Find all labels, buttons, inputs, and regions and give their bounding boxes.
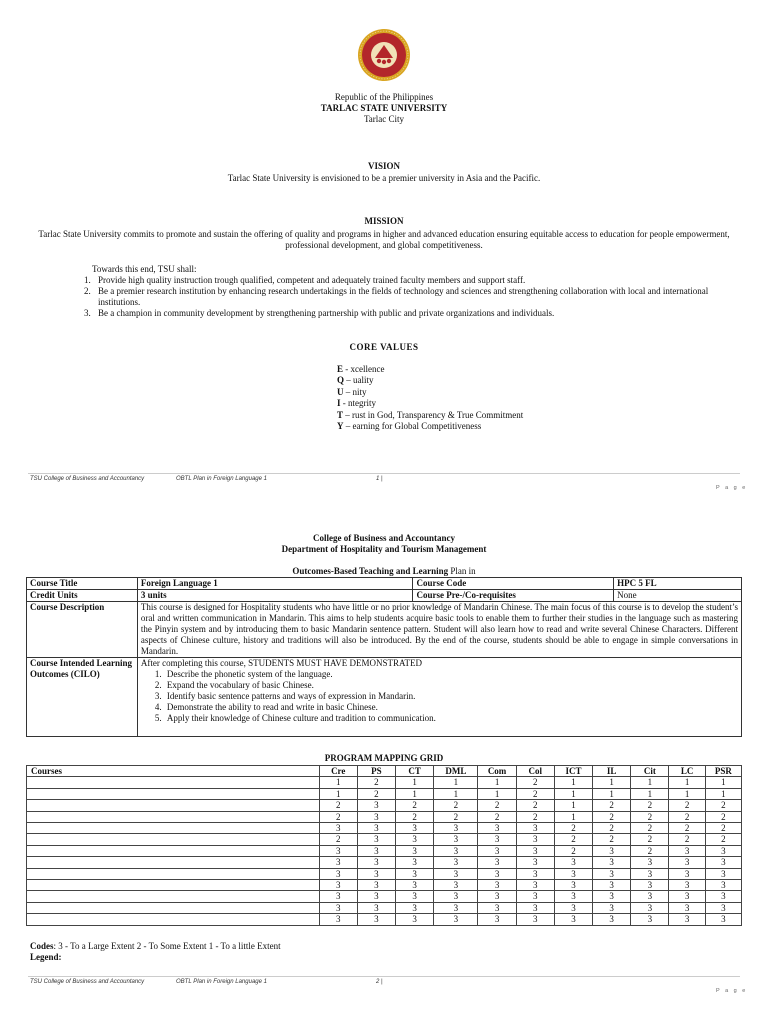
mapping-course-cell xyxy=(27,891,320,902)
mapping-cell: 3 xyxy=(396,902,434,913)
mapping-cell: 3 xyxy=(593,868,631,879)
course-description-value: This course is designed for Hospitality students who have little or no prior knowledge of Mandarin Chinese. The main focus of this course is to develop the student’s oral and written communication in Mandarin. This aims to help students acquire basic tools to enable them to further their studies in the language such as mastering the Pinyin system and by introducing them to basic Mandarin sentence pattern. Student will also learn how to read and write several Chinese Characters. Different aspects of Chinese culture, history and traditions will also be introduced. By the end of the course, students should be able to engage in simple conversations in Mandarin. xyxy=(137,602,741,658)
mapping-row xyxy=(27,868,742,879)
mapping-cell: 3 xyxy=(434,834,478,845)
mapping-cell: 3 xyxy=(319,857,357,868)
mission-text: Tarlac State University commits to promote and sustain the offering of quality and programs in higher and advanced education ensuring equitable access to education for people empowerment, professional development, and global competitiveness. xyxy=(38,229,730,250)
footer-doc: OBTL Plan in Foreign Language 1 xyxy=(176,979,267,985)
mission-intro: Towards this end, TSU shall: xyxy=(92,264,197,274)
course-title-value: Foreign Language 1 xyxy=(137,578,413,590)
mapping-cell: 2 xyxy=(669,811,705,822)
mapping-header-cell: ICT xyxy=(554,766,592,777)
mapping-cell: 3 xyxy=(554,857,592,868)
mapping-cell: 3 xyxy=(554,880,592,891)
mapping-row xyxy=(27,788,742,799)
mapping-cell: 2 xyxy=(396,811,434,822)
mapping-cell: 2 xyxy=(669,823,705,834)
mapping-cell: 2 xyxy=(593,823,631,834)
mapping-cell: 3 xyxy=(319,891,357,902)
mapping-row xyxy=(27,914,742,925)
course-description-label: Course Description xyxy=(27,602,138,658)
core-value-item: E - xcellence xyxy=(337,364,385,374)
mapping-row xyxy=(27,880,742,891)
footer-doc: OBTL Plan in Foreign Language 1 xyxy=(176,476,267,482)
mapping-cell: 3 xyxy=(593,914,631,925)
mapping-header-cell: Com xyxy=(478,766,516,777)
mapping-course-cell xyxy=(27,777,320,788)
mapping-cell: 2 xyxy=(631,811,669,822)
mapping-cell: 3 xyxy=(593,902,631,913)
mapping-cell: 3 xyxy=(516,845,554,856)
mapping-cell: 1 xyxy=(554,788,592,799)
mapping-cell: 2 xyxy=(554,845,592,856)
mapping-cell: 3 xyxy=(396,857,434,868)
mapping-cell: 3 xyxy=(434,868,478,879)
mapping-cell: 3 xyxy=(669,902,705,913)
footer-page-label: P a g e xyxy=(716,988,748,994)
mapping-cell: 1 xyxy=(434,777,478,788)
mapping-cell: 3 xyxy=(593,880,631,891)
mapping-row xyxy=(27,811,742,822)
footer-page-label: P a g e xyxy=(716,485,748,491)
mapping-cell: 1 xyxy=(705,777,741,788)
vision-text: Tarlac State University is envisioned to be a premier university in Asia and the Pacific. xyxy=(227,173,541,183)
mapping-cell: 2 xyxy=(319,800,357,811)
mapping-cell: 3 xyxy=(434,914,478,925)
course-title-row xyxy=(27,578,742,590)
mapping-course-cell xyxy=(27,845,320,856)
mapping-grid-title: PROGRAM MAPPING GRID xyxy=(324,753,444,763)
mapping-cell: 3 xyxy=(554,868,592,879)
vision-heading: VISION xyxy=(367,161,400,171)
mapping-header-cell: IL xyxy=(593,766,631,777)
mapping-cell: 3 xyxy=(669,868,705,879)
mapping-cell: 3 xyxy=(478,857,516,868)
mapping-cell: 3 xyxy=(478,880,516,891)
mapping-course-cell xyxy=(27,880,320,891)
mapping-row xyxy=(27,857,742,868)
course-code-value: HPC 5 FL xyxy=(614,578,742,590)
mapping-cell: 3 xyxy=(516,857,554,868)
mapping-cell: 2 xyxy=(319,834,357,845)
course-code-label: Course Code xyxy=(413,578,614,590)
prerequisites-label: Course Pre-/Co-requisites xyxy=(413,590,614,602)
mapping-cell: 3 xyxy=(516,823,554,834)
mapping-cell: 3 xyxy=(396,845,434,856)
mapping-cell: 2 xyxy=(593,834,631,845)
mapping-cell: 3 xyxy=(319,823,357,834)
mapping-course-cell xyxy=(27,857,320,868)
mapping-course-cell xyxy=(27,800,320,811)
cilo-item: 4. Demonstrate the ability to read and write in basic Chinese. xyxy=(154,702,378,712)
mapping-cell: 3 xyxy=(705,902,741,913)
mapping-header-cell: CT xyxy=(396,766,434,777)
mapping-cell: 2 xyxy=(631,834,669,845)
cilo-item: 1. Describe the phonetic system of the language. xyxy=(154,669,333,679)
footer-rule xyxy=(28,473,740,474)
mapping-cell: 3 xyxy=(554,891,592,902)
mapping-row xyxy=(27,834,742,845)
mapping-header-cell: Col xyxy=(516,766,554,777)
mapping-cell: 3 xyxy=(705,857,741,868)
cilo-item: 3. Identify basic sentence patterns and ways of expression in Mandarin. xyxy=(154,691,416,701)
mapping-cell: 2 xyxy=(319,811,357,822)
mapping-cell: 3 xyxy=(357,891,395,902)
mission-list xyxy=(84,275,724,319)
mapping-cell: 3 xyxy=(357,857,395,868)
mapping-cell: 3 xyxy=(478,845,516,856)
mapping-cell: 3 xyxy=(669,845,705,856)
mapping-cell: 3 xyxy=(705,880,741,891)
mapping-cell: 3 xyxy=(357,823,395,834)
cilo-label: Course Intended Learning Outcomes (CILO) xyxy=(27,658,138,737)
mapping-cell: 1 xyxy=(593,788,631,799)
mapping-row xyxy=(27,777,742,788)
mapping-cell: 3 xyxy=(434,880,478,891)
mapping-cell: 2 xyxy=(516,800,554,811)
mapping-cell: 3 xyxy=(593,845,631,856)
mapping-cell: 3 xyxy=(434,823,478,834)
footer-college: TSU College of Business and Accountancy xyxy=(30,476,145,482)
mapping-cell: 3 xyxy=(357,880,395,891)
mapping-cell: 3 xyxy=(319,880,357,891)
header-country: Republic of the Philippines xyxy=(334,92,434,102)
mapping-row xyxy=(27,902,742,913)
mapping-row xyxy=(27,823,742,834)
mapping-row xyxy=(27,891,742,902)
core-value-item: T – rust in God, Transparency & True Commitment xyxy=(337,409,524,420)
mapping-cell: 1 xyxy=(631,777,669,788)
mapping-cell: 3 xyxy=(319,868,357,879)
footer-college: TSU College of Business and Accountancy xyxy=(30,979,145,985)
mapping-cell: 3 xyxy=(631,902,669,913)
course-description-row xyxy=(27,602,742,658)
mapping-cell: 2 xyxy=(516,777,554,788)
mapping-header-row xyxy=(27,766,742,777)
mapping-cell: 3 xyxy=(434,845,478,856)
mapping-cell: 2 xyxy=(705,823,741,834)
mapping-cell: 3 xyxy=(478,834,516,845)
cilo-intro: After completing this course, STUDENTS MUST HAVE DEMONSTRATED xyxy=(140,658,423,668)
mapping-header-cell: DML xyxy=(434,766,478,777)
mapping-cell: 3 xyxy=(554,902,592,913)
mapping-cell: 3 xyxy=(396,823,434,834)
mapping-cell: 3 xyxy=(669,891,705,902)
mapping-cell: 2 xyxy=(434,811,478,822)
college-title: College of Business and Accountancy xyxy=(312,533,455,543)
mapping-cell: 3 xyxy=(434,891,478,902)
department-title: Department of Hospitality and Tourism Management xyxy=(281,544,487,554)
mapping-cell: 3 xyxy=(357,914,395,925)
mapping-cell: 3 xyxy=(593,891,631,902)
mapping-cell: 3 xyxy=(478,902,516,913)
mapping-cell: 3 xyxy=(631,891,669,902)
mapping-cell: 1 xyxy=(554,800,592,811)
mapping-cell: 1 xyxy=(396,788,434,799)
core-value-item: U – nity xyxy=(337,386,367,397)
footer-page-number: 2 | xyxy=(376,979,383,985)
mapping-cell: 3 xyxy=(478,891,516,902)
mapping-course-cell xyxy=(27,914,320,925)
footer-rule xyxy=(28,976,740,977)
mapping-cell: 3 xyxy=(478,823,516,834)
mapping-cell: 1 xyxy=(554,777,592,788)
mapping-cell: 2 xyxy=(478,800,516,811)
mapping-course-cell xyxy=(27,902,320,913)
mapping-cell: 3 xyxy=(516,834,554,845)
mapping-cell: 2 xyxy=(705,811,741,822)
mapping-cell: 3 xyxy=(705,845,741,856)
mapping-cell: 1 xyxy=(631,788,669,799)
mapping-cell: 3 xyxy=(516,868,554,879)
mapping-course-cell xyxy=(27,823,320,834)
mapping-cell: 1 xyxy=(554,811,592,822)
mapping-cell: 2 xyxy=(357,788,395,799)
mapping-cell: 3 xyxy=(516,891,554,902)
mapping-cell: 2 xyxy=(357,777,395,788)
mapping-cell: 3 xyxy=(357,845,395,856)
cilo-row xyxy=(27,658,742,737)
mapping-cell: 2 xyxy=(631,800,669,811)
mapping-cell: 1 xyxy=(593,777,631,788)
cilo-item: 2. Expand the vocabulary of basic Chinese. xyxy=(154,680,314,690)
mapping-cell: 3 xyxy=(478,868,516,879)
mapping-cell: 2 xyxy=(554,834,592,845)
mapping-cell: 2 xyxy=(396,800,434,811)
mapping-cell: 2 xyxy=(593,800,631,811)
prerequisites-value: None xyxy=(614,590,742,602)
mapping-cell: 2 xyxy=(516,788,554,799)
mapping-cell: 2 xyxy=(554,823,592,834)
mapping-cell: 3 xyxy=(516,880,554,891)
mapping-cell: 1 xyxy=(319,788,357,799)
mapping-cell: 3 xyxy=(478,914,516,925)
plan-title: Outcomes-Based Teaching and Learning Plan in xyxy=(292,566,476,576)
mapping-cell: 1 xyxy=(434,788,478,799)
mapping-cell: 3 xyxy=(669,880,705,891)
mapping-header-cell: PS xyxy=(357,766,395,777)
codes-line: Codes: 3 - To a Large Extent 2 - To Some Extent 1 - To a little Extent xyxy=(30,941,281,951)
mapping-cell: 3 xyxy=(631,880,669,891)
mapping-course-cell xyxy=(27,868,320,879)
mapping-cell: 3 xyxy=(396,891,434,902)
mapping-cell: 3 xyxy=(631,857,669,868)
mapping-header-cell: Cre xyxy=(319,766,357,777)
mapping-cell: 2 xyxy=(516,811,554,822)
core-value-item: I - ntegrity xyxy=(337,398,377,409)
mapping-cell: 1 xyxy=(478,777,516,788)
mapping-cell: 3 xyxy=(396,880,434,891)
mapping-cell: 1 xyxy=(478,788,516,799)
mapping-header-cell: Cit xyxy=(631,766,669,777)
mapping-cell: 3 xyxy=(319,914,357,925)
mapping-cell: 3 xyxy=(396,834,434,845)
core-value-item: Y – earning for Global Competitiveness xyxy=(337,421,482,432)
core-value-item: Q – uality xyxy=(337,375,374,386)
mapping-header-cell: PSR xyxy=(705,766,741,777)
mapping-cell: 3 xyxy=(357,868,395,879)
mapping-cell: 2 xyxy=(434,800,478,811)
mapping-cell: 3 xyxy=(357,800,395,811)
mapping-cell: 3 xyxy=(434,857,478,868)
credit-units-value: 3 units xyxy=(137,590,413,602)
credit-units-label: Credit Units xyxy=(27,590,138,602)
mapping-cell: 1 xyxy=(705,788,741,799)
mapping-cell: 2 xyxy=(669,800,705,811)
mapping-cell: 2 xyxy=(593,811,631,822)
cilo-list xyxy=(141,669,738,724)
mapping-cell: 3 xyxy=(357,834,395,845)
mapping-cell: 3 xyxy=(705,891,741,902)
mapping-cell: 3 xyxy=(396,914,434,925)
mapping-cell: 3 xyxy=(705,868,741,879)
mapping-cell: 3 xyxy=(593,857,631,868)
mapping-course-cell xyxy=(27,811,320,822)
mission-heading: MISSION xyxy=(364,216,404,226)
mapping-header-cell: Courses xyxy=(27,766,320,777)
mapping-cell: 3 xyxy=(357,811,395,822)
mapping-cell: 3 xyxy=(705,914,741,925)
mapping-cell: 2 xyxy=(705,834,741,845)
header-city: Tarlac City xyxy=(363,114,405,124)
mapping-cell: 3 xyxy=(631,914,669,925)
mapping-cell: 2 xyxy=(669,834,705,845)
mapping-cell: 2 xyxy=(705,800,741,811)
mapping-cell: 2 xyxy=(631,845,669,856)
mapping-cell: 3 xyxy=(396,868,434,879)
footer-page-number: 1 | xyxy=(376,476,383,482)
mapping-row xyxy=(27,800,742,811)
mapping-course-cell xyxy=(27,788,320,799)
mapping-cell: 3 xyxy=(669,857,705,868)
mapping-row xyxy=(27,845,742,856)
mapping-cell: 3 xyxy=(516,902,554,913)
mapping-cell: 3 xyxy=(516,914,554,925)
header-university: TARLAC STATE UNIVERSITY xyxy=(320,103,448,113)
program-mapping-grid xyxy=(26,765,742,926)
core-values-heading: CORE VALUES xyxy=(349,342,419,352)
legend-label: Legend: xyxy=(30,952,62,962)
course-info-table xyxy=(26,577,742,737)
mapping-cell: 3 xyxy=(669,914,705,925)
mapping-cell: 1 xyxy=(396,777,434,788)
university-seal-logo xyxy=(357,28,411,82)
cilo-item: 5. Apply their knowledge of Chinese culture and tradition to communication. xyxy=(154,713,436,723)
mapping-cell: 3 xyxy=(319,845,357,856)
course-title-label: Course Title xyxy=(27,578,138,590)
mapping-cell: 3 xyxy=(554,914,592,925)
mapping-cell: 2 xyxy=(478,811,516,822)
mapping-cell: 1 xyxy=(319,777,357,788)
cilo-value xyxy=(137,658,741,737)
mapping-cell: 1 xyxy=(669,777,705,788)
mission-item: 3. Be a champion in community development by strengthening partnership with public and private organizations and individuals. xyxy=(84,308,555,318)
mapping-cell: 1 xyxy=(669,788,705,799)
mapping-course-cell xyxy=(27,834,320,845)
mission-item: 2. Be a premier research institution by enhancing research undertakings in the fields of technology and sciences and strengthening collaboration with local and international institutions. xyxy=(84,286,709,307)
mapping-cell: 3 xyxy=(434,902,478,913)
mapping-cell: 3 xyxy=(631,868,669,879)
mission-item: 1. Provide high quality instruction trough qualified, competent and adequately trained faculty members and support staff. xyxy=(84,275,526,285)
credit-units-row xyxy=(27,590,742,602)
mapping-cell: 3 xyxy=(319,902,357,913)
mapping-header-cell: LC xyxy=(669,766,705,777)
core-values-list xyxy=(337,364,523,432)
mapping-cell: 2 xyxy=(631,823,669,834)
mapping-cell: 3 xyxy=(357,902,395,913)
